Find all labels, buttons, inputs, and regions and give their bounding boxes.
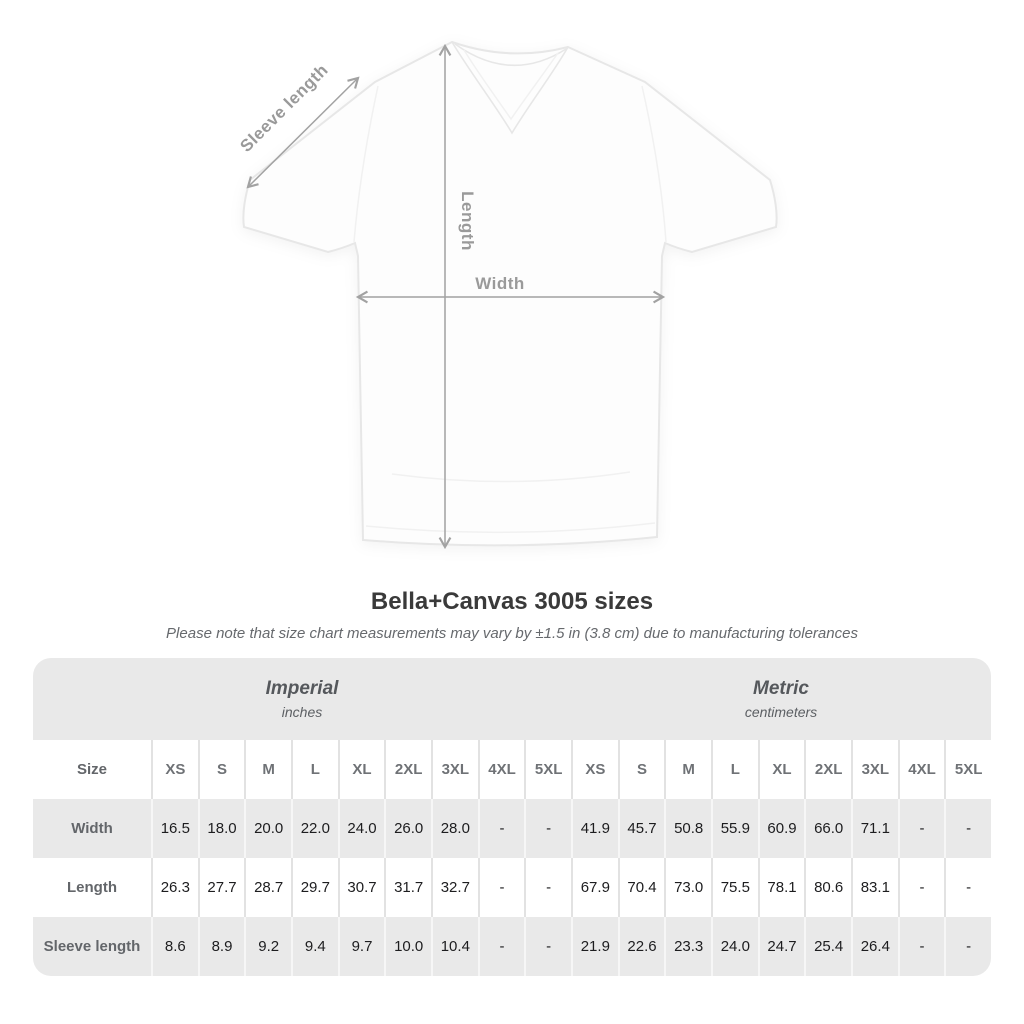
size-header-metric: 4XL: [898, 740, 945, 799]
size-header-imperial: 2XL: [384, 740, 431, 799]
length-metric-cell: 80.6: [804, 858, 851, 917]
page-title: Bella+Canvas 3005 sizes: [370, 588, 654, 615]
sleeve-imperial-cell: 9.2: [244, 917, 291, 976]
size-header-metric: 5XL: [944, 740, 991, 799]
size-header-imperial: XS: [151, 740, 198, 799]
sleeve-imperial-cell: 8.6: [151, 917, 198, 976]
width-imperial-cell: 24.0: [338, 799, 385, 858]
size-header-metric: XL: [758, 740, 805, 799]
imperial-header-title: Imperial: [265, 678, 339, 699]
imperial-header-unit: inches: [281, 704, 323, 720]
width-metric-cell: 66.0: [804, 799, 851, 858]
size-header-imperial: S: [198, 740, 245, 799]
size-header-metric: XS: [571, 740, 618, 799]
metric-header: [571, 658, 991, 740]
sleeve-imperial-cell: 8.9: [198, 917, 245, 976]
width-imperial-cell: 20.0: [244, 799, 291, 858]
width-imperial-cell: 26.0: [384, 799, 431, 858]
sleeve-metric-cell: -: [898, 917, 945, 976]
size-header-imperial: L: [291, 740, 338, 799]
sleeve-imperial-cell: -: [524, 917, 571, 976]
size-table: [33, 658, 991, 976]
length-metric-cell: -: [944, 858, 991, 917]
width-metric-cell: 71.1: [851, 799, 898, 858]
imperial-header: [33, 658, 571, 740]
row-label-sleeve-length: Sleeve length: [33, 917, 151, 976]
sleeve-length-label: Sleeve length: [236, 60, 332, 156]
sleeve-metric-cell: 26.4: [851, 917, 898, 976]
sleeve-metric-cell: 25.4: [804, 917, 851, 976]
width-metric-cell: 55.9: [711, 799, 758, 858]
size-column-header: Size: [33, 740, 151, 799]
metric-header-title: Metric: [753, 678, 809, 699]
size-header-metric: M: [664, 740, 711, 799]
length-metric-cell: 78.1: [758, 858, 805, 917]
width-metric-cell: 41.9: [571, 799, 618, 858]
width-imperial-cell: 16.5: [151, 799, 198, 858]
size-header-imperial: 5XL: [524, 740, 571, 799]
size-header-imperial: M: [244, 740, 291, 799]
length-imperial-cell: -: [478, 858, 525, 917]
length-imperial-cell: 32.7: [431, 858, 478, 917]
width-imperial-cell: 18.0: [198, 799, 245, 858]
length-imperial-cell: 29.7: [291, 858, 338, 917]
sleeve-metric-cell: 22.6: [618, 917, 665, 976]
metric-header-unit: centimeters: [744, 704, 818, 720]
size-header-imperial: 4XL: [478, 740, 525, 799]
length-label: Length: [458, 191, 477, 251]
sleeve-imperial-cell: 9.4: [291, 917, 338, 976]
sleeve-metric-cell: 21.9: [571, 917, 618, 976]
length-metric-cell: 73.0: [664, 858, 711, 917]
length-imperial-cell: 30.7: [338, 858, 385, 917]
length-imperial-cell: -: [524, 858, 571, 917]
width-imperial-cell: 28.0: [431, 799, 478, 858]
size-header-metric: 2XL: [804, 740, 851, 799]
sleeve-imperial-cell: 10.0: [384, 917, 431, 976]
sleeve-metric-cell: 23.3: [664, 917, 711, 976]
length-imperial-cell: 27.7: [198, 858, 245, 917]
width-label: Width: [475, 274, 525, 293]
width-imperial-cell: -: [478, 799, 525, 858]
width-metric-cell: 45.7: [618, 799, 665, 858]
width-metric-cell: -: [898, 799, 945, 858]
sleeve-imperial-cell: 9.7: [338, 917, 385, 976]
size-header-imperial: 3XL: [431, 740, 478, 799]
width-imperial-cell: -: [524, 799, 571, 858]
size-header-metric: 3XL: [851, 740, 898, 799]
sleeve-imperial-cell: -: [478, 917, 525, 976]
row-label-length: Length: [33, 858, 151, 917]
length-metric-cell: 83.1: [851, 858, 898, 917]
sleeve-metric-cell: 24.7: [758, 917, 805, 976]
sleeve-metric-cell: 24.0: [711, 917, 758, 976]
length-imperial-cell: 31.7: [384, 858, 431, 917]
row-label-width: Width: [33, 799, 151, 858]
tshirt-illustration: [243, 42, 776, 545]
length-imperial-cell: 28.7: [244, 858, 291, 917]
width-imperial-cell: 22.0: [291, 799, 338, 858]
length-metric-cell: 67.9: [571, 858, 618, 917]
width-metric-cell: -: [944, 799, 991, 858]
tolerance-note: Please note that size chart measurements may vary by ±1.5 in (3.8 cm) due to manufacturing tolerances: [166, 625, 858, 642]
sleeve-imperial-cell: 10.4: [431, 917, 478, 976]
width-metric-cell: 60.9: [758, 799, 805, 858]
length-metric-cell: -: [898, 858, 945, 917]
length-metric-cell: 75.5: [711, 858, 758, 917]
length-imperial-cell: 26.3: [151, 858, 198, 917]
size-header-metric: L: [711, 740, 758, 799]
size-header-imperial: XL: [338, 740, 385, 799]
size-header-metric: S: [618, 740, 665, 799]
length-metric-cell: 70.4: [618, 858, 665, 917]
width-metric-cell: 50.8: [664, 799, 711, 858]
sleeve-metric-cell: -: [944, 917, 991, 976]
